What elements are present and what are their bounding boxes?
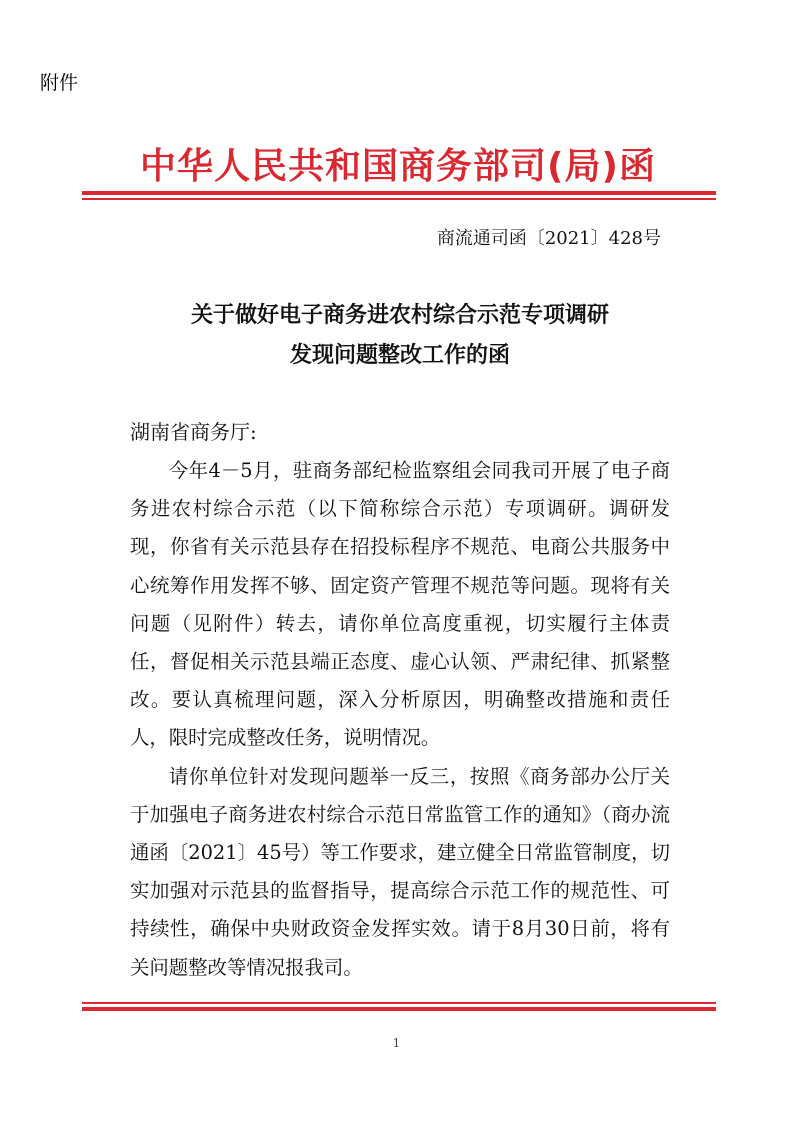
letterhead-rule-thin bbox=[82, 198, 716, 200]
document-title-line-2: 发现问题整改工作的函 bbox=[289, 343, 510, 368]
letterhead-rule-thick bbox=[82, 191, 716, 195]
body-paragraph-2: 请你单位针对发现问题举一反三，按照《商务部办公厅关于加强电子商务进农村综合示范日常监管工作的通知》（商办流通函〔2021〕45号）等工作要求，建立健全日常监管制度，切实加强对示范县的监督指导，提高综合示范工作的规范性、可持续性，确保中央财政资金发挥实效。请于8月30日前，将有关问题整改等情况报我司。 bbox=[130, 764, 670, 979]
document-title-line-1: 关于做好电子商务进农村综合示范专项调研 bbox=[190, 303, 609, 328]
body-paragraph-1: 今年4－5月，驻商务部纪检监察组会同我司开展了电子商务进农村综合示范（以下简称综合示范）专项调研。调研发现，你省有关示范县存在招投标程序不规范、电商公共服务中心统筹作用发挥不够、固定资产管理不规范等问题。现将有关问题（见附件）转去，请你单位高度重视，切实履行主体责任，督促相关示范县端正态度、虚心认领、严肃纪律、抓紧整改。要认真梳理问题，深入分析原因，明确整改措施和责任人，限时完成整改任务，说明情况。 bbox=[130, 459, 670, 750]
footer-rule-thin bbox=[82, 1002, 716, 1004]
document-body bbox=[130, 452, 670, 987]
salutation: 湖南省商务厅: bbox=[130, 420, 257, 444]
document-number: 商流通司函〔2021〕428号 bbox=[436, 228, 661, 249]
footer-rule-thick bbox=[82, 1007, 716, 1011]
letterhead-title: 中华人民共和国商务部司(局)函 bbox=[140, 146, 656, 187]
page-number: 1 bbox=[392, 1036, 401, 1050]
document-title bbox=[80, 296, 720, 376]
attachment-label: 附件 bbox=[40, 72, 79, 94]
